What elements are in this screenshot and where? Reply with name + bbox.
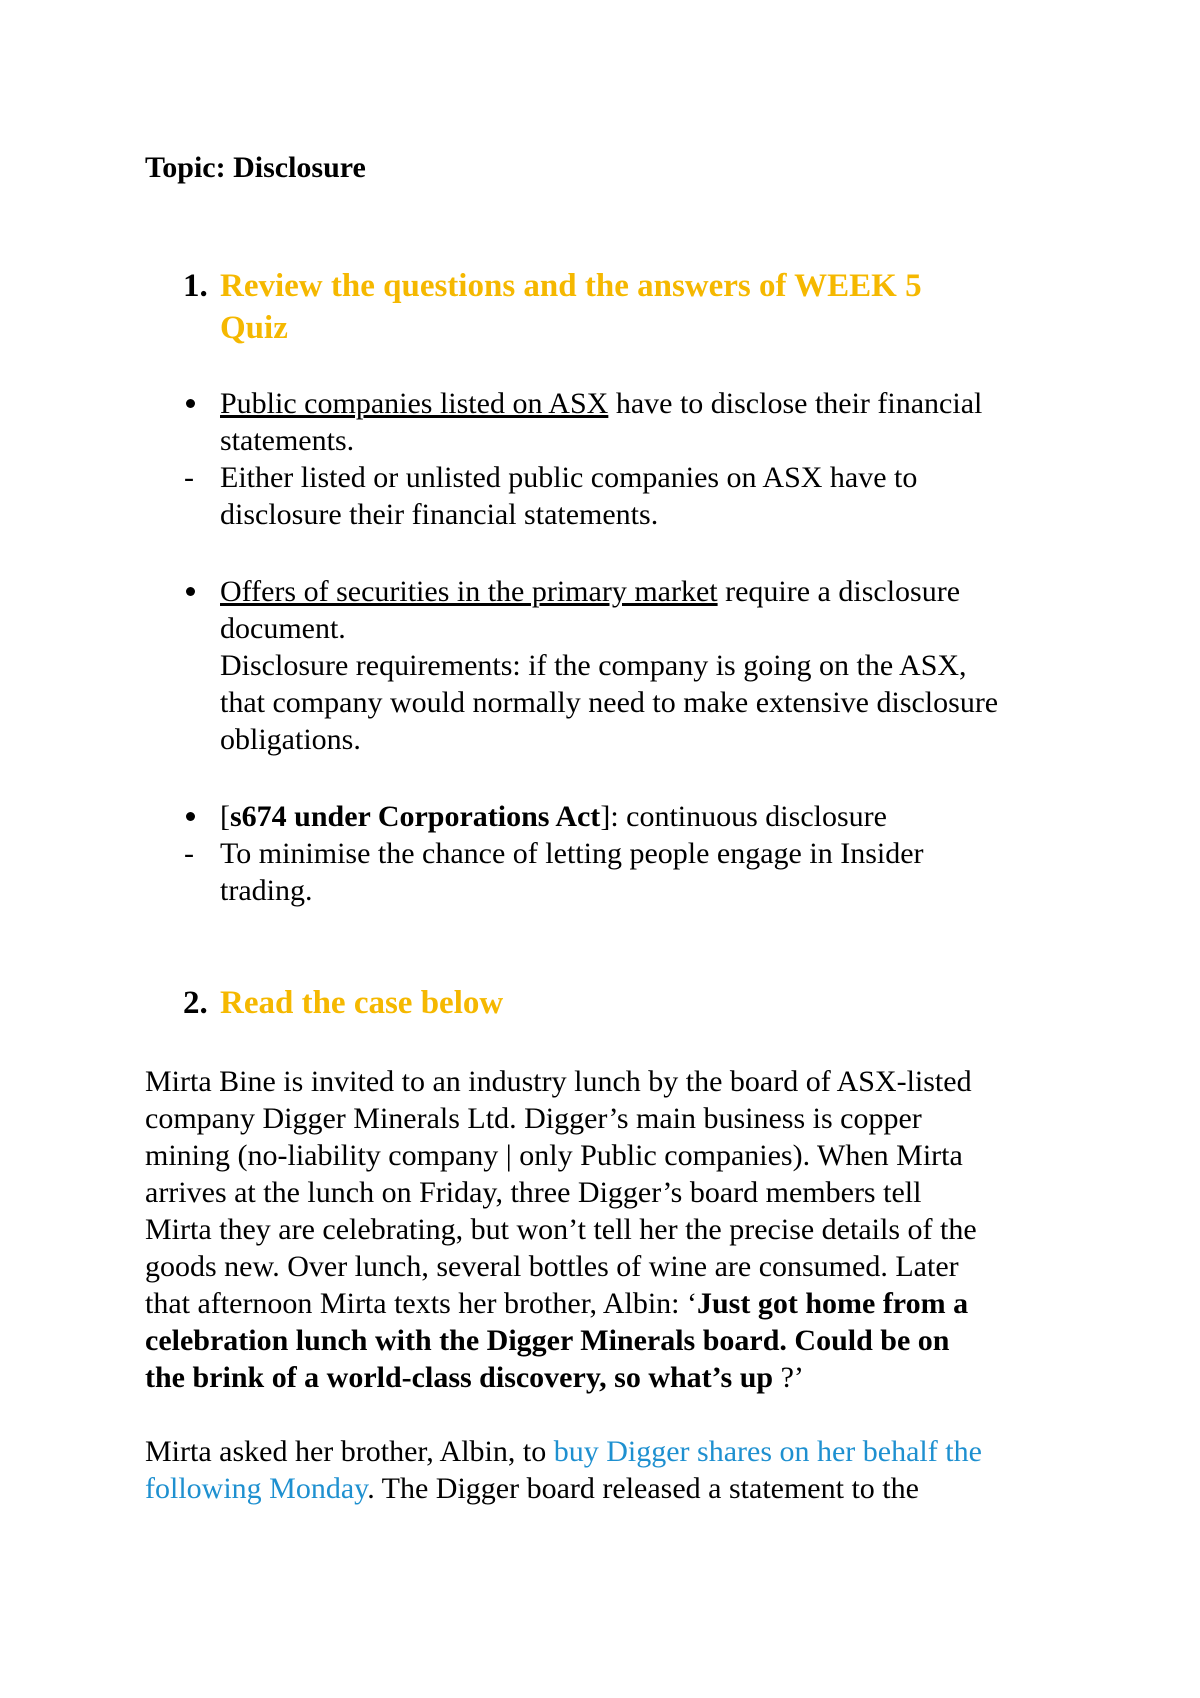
section-1-number: 1. [183,268,208,304]
para-1-line4: arrives at the lunch on Friday, three Digger’s board members tell [145,1176,922,1209]
para-2-line2 [145,1471,919,1507]
bullet-2-line1 [220,574,960,610]
bullet-1-line2: statements. [220,424,355,457]
para-1-line9 [145,1360,804,1396]
dash-1-line2: disclosure their financial statements. [220,498,659,531]
dash-2-line2: trading. [220,874,313,907]
bullet-1-rest: have to disclose their financial [608,387,983,420]
dash-marker-1: - [184,461,194,494]
section-2-number: 2. [183,985,208,1021]
bullet-dot-2 [186,587,195,596]
para-1-line1: Mirta Bine is invited to an industry lunch by the board of ASX-listed [145,1065,972,1098]
dash-marker-2: - [184,837,194,870]
page-title: Topic: Disclosure [145,151,366,184]
dash-2-line1: To minimise the chance of letting people engage in Insider [220,837,924,870]
para-1-line8: celebration lunch with the Digger Minerals board. Could be on [145,1324,950,1357]
bullet-dot-1 [186,399,195,408]
bullet-3-bracket-open: [ [220,800,230,833]
bullet-2-line4: that company would normally need to make extensive disclosure [220,686,999,719]
dash-1-line1: Either listed or unlisted public companies on ASX have to [220,461,918,494]
bullet-2-line2: document. [220,612,346,645]
bullet-2-line5: obligations. [220,723,361,756]
para-1-line3: mining (no-liability company | only Public companies). When Mirta [145,1139,963,1172]
para-2-line1 [145,1434,982,1470]
para-1-line7-bold: Just got home from a [696,1287,969,1320]
bullet-2-underlined: Offers of securities in the primary market [220,575,718,608]
para-2-line1-highlight: buy Digger shares on her behalf the [553,1435,982,1468]
para-1-line7-plain: that afternoon Mirta texts her brother, Albin: ‘ [145,1287,697,1320]
para-1-line5: Mirta they are celebrating, but won’t tell her the precise details of the [145,1213,977,1246]
bullet-2-line3: Disclosure requirements: if the company is going on the ASX, [220,649,967,682]
section-1-heading-line1: Review the questions and the answers of WEEK 5 [220,268,922,304]
para-2-line2-highlight: following Monday [145,1472,368,1505]
para-1-line9-plain: ?’ [773,1361,804,1394]
bullet-2-rest: require a disclosure [717,575,961,608]
para-1-line9-bold: the brink of a world-class discovery, so what’s up [145,1361,774,1394]
para-1-line6: goods new. Over lunch, several bottles of wine are consumed. Later [145,1250,959,1283]
bullet-3-line1 [220,799,887,835]
bullet-3-rest: : continuous disclosure [610,800,887,833]
section-1-heading-line2: Quiz [220,310,288,346]
bullet-1-line1 [220,386,982,422]
bullet-3-bracket-close: ] [600,800,611,833]
para-2-line2-plain: . The Digger board released a statement to the [367,1472,919,1505]
bullet-1-underlined: Public companies listed on ASX [220,387,609,420]
bullet-3-bold: s674 under Corporations Act [230,800,601,833]
para-1-line7 [145,1286,968,1322]
para-2-line1-plain: Mirta asked her brother, Albin, to [145,1435,554,1468]
section-2-heading: Read the case below [220,985,504,1021]
para-1-line2: company Digger Minerals Ltd. Digger’s main business is copper [145,1102,922,1135]
bullet-dot-3 [186,812,195,821]
